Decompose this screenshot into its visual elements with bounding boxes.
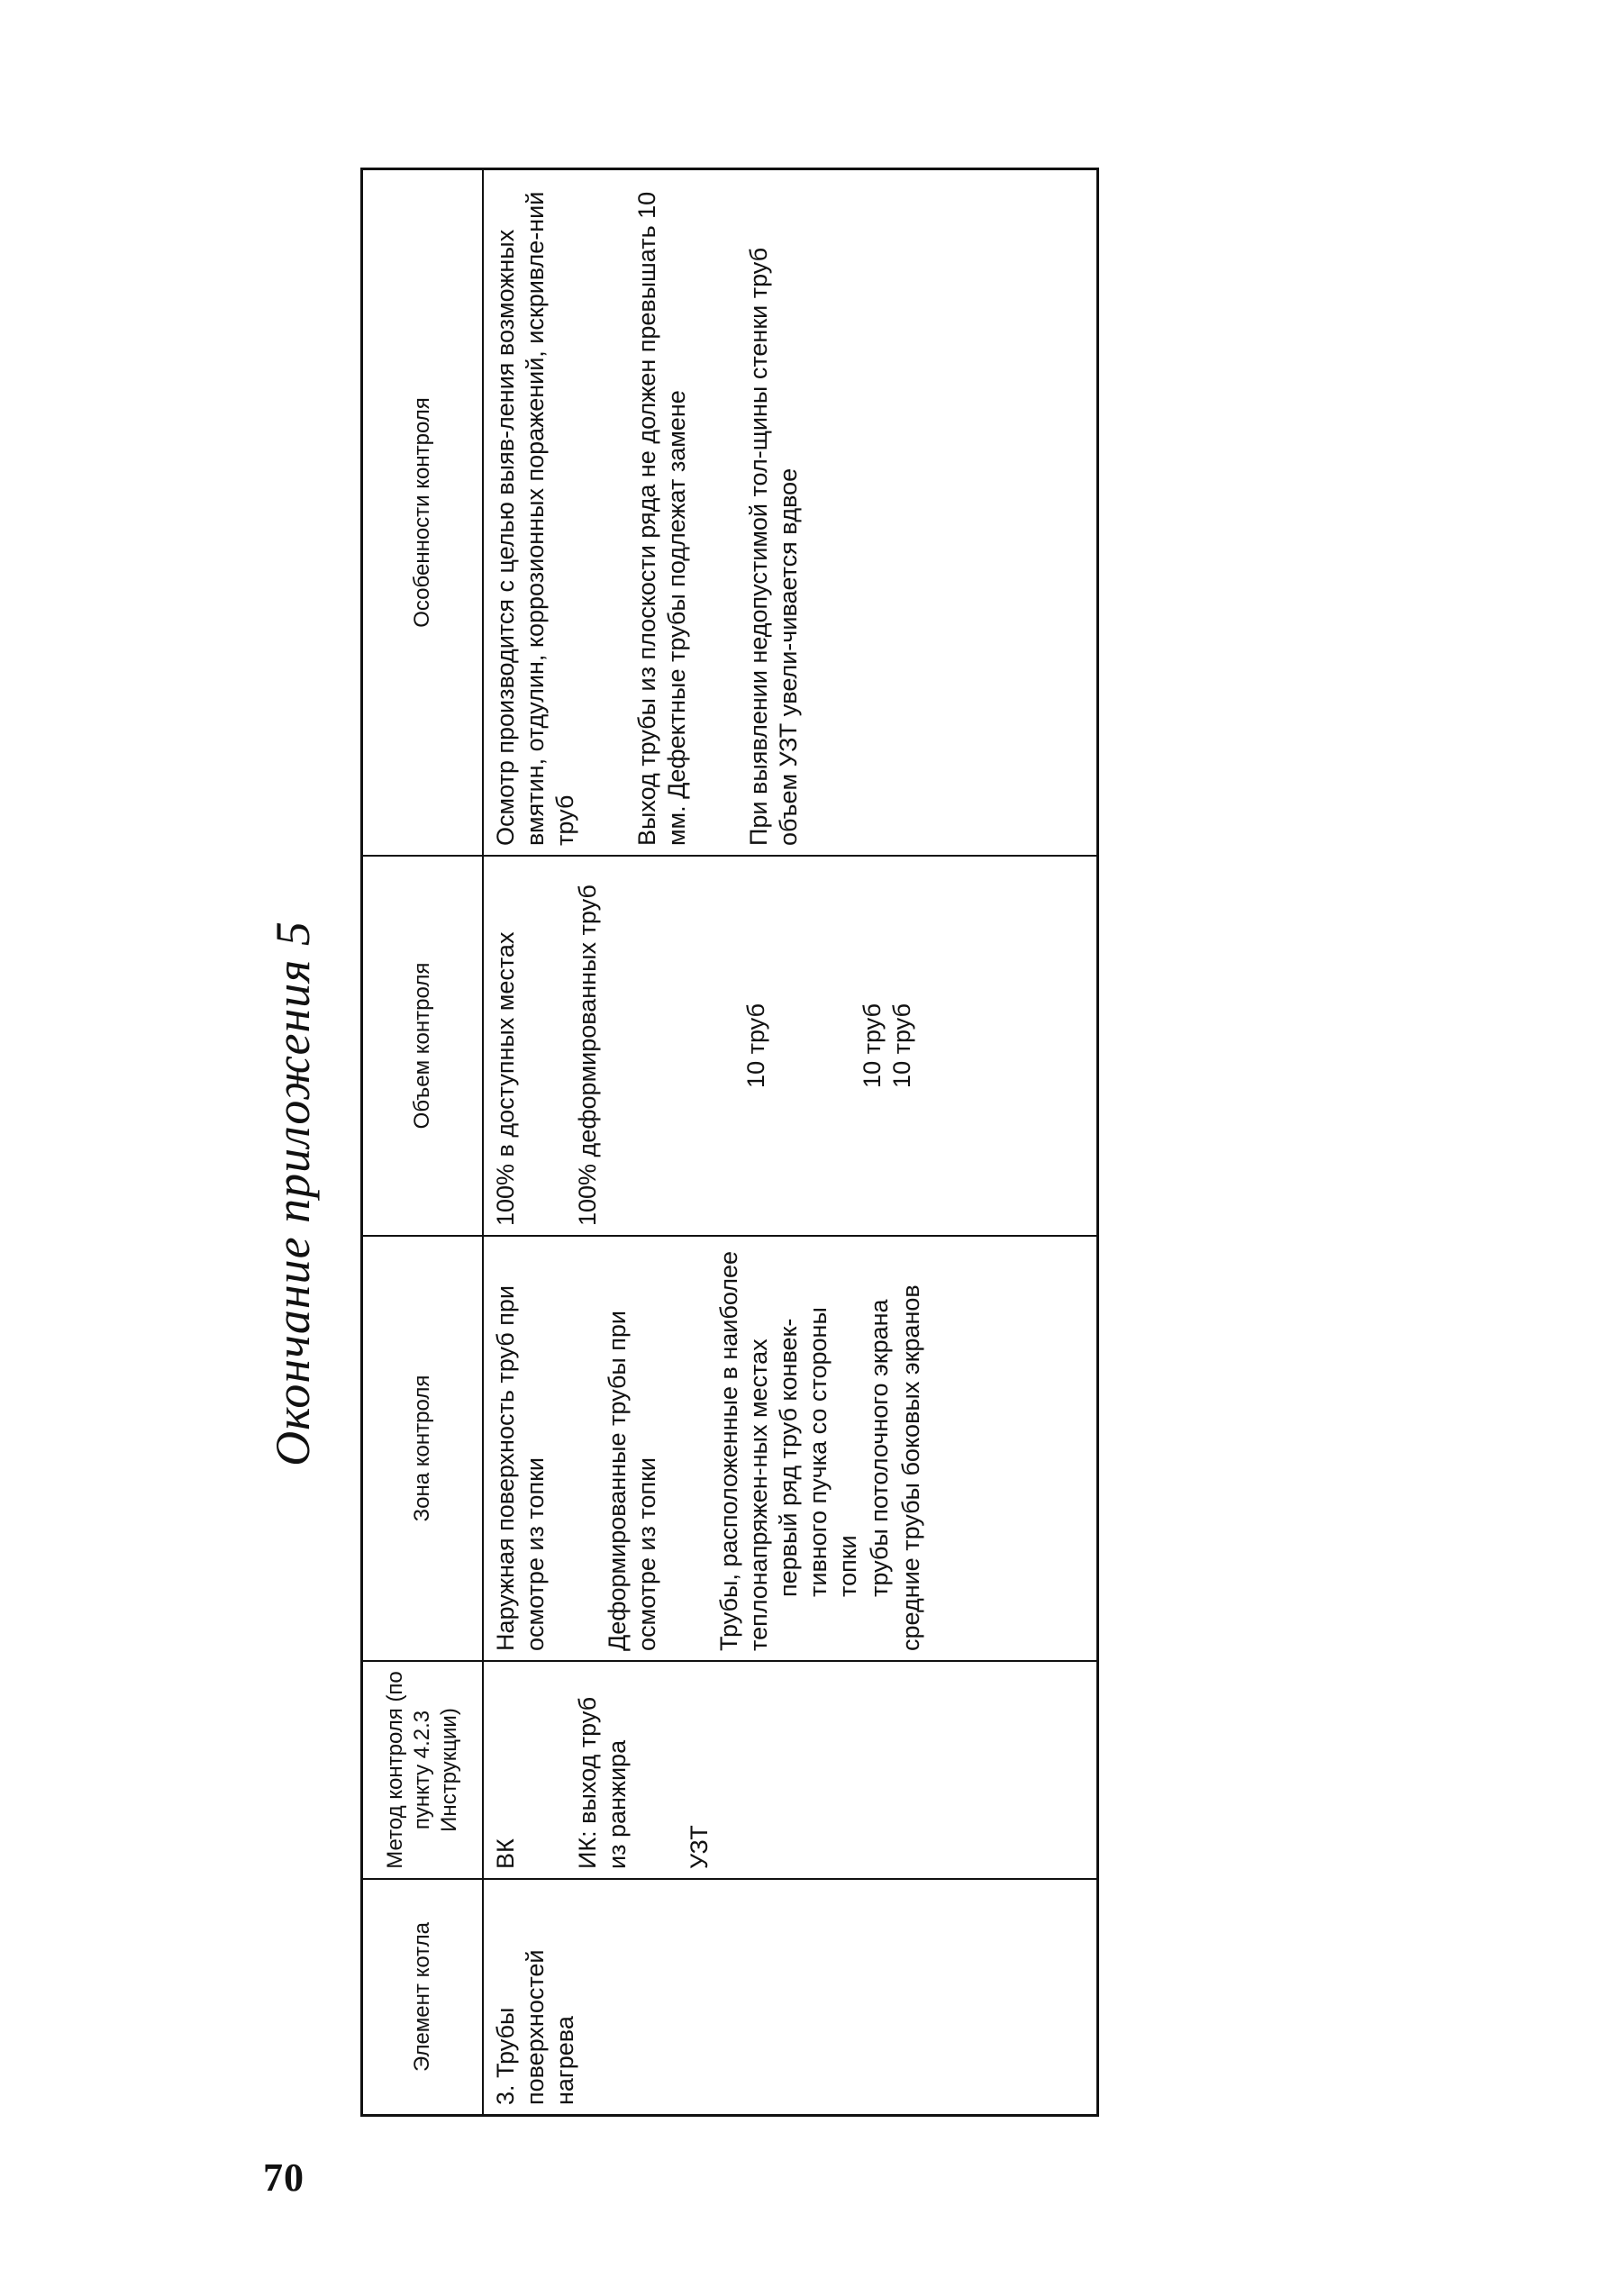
- cell-method: [483, 1661, 1098, 1879]
- zone-uzt-item: средние трубы боковых экранов: [897, 1284, 924, 1651]
- header-zone: Зона контроля: [362, 1236, 484, 1661]
- rotated-content: [243, 191, 1099, 2117]
- feature-vk: Осмотр производится с целью выяв-ления возможных вмятин, отдулин, коррозионных поражений, искривле-ний труб: [492, 191, 578, 846]
- inspection-table: [360, 168, 1099, 2117]
- zone-uzt-item: трубы потолочного экрана: [866, 1299, 893, 1597]
- volume-vk: 100% в доступных местах: [492, 931, 519, 1226]
- volume-uzt-item: 10 труб: [859, 1003, 886, 1088]
- feature-uzt: При выявлении недопустимой тол-щины стенки труб объем УЗТ увели-чивается вдвое: [745, 247, 802, 846]
- zone-ik: Деформированные трубы при осмотре из топки: [604, 1311, 660, 1651]
- zone-uzt-intro: Трубы, расположенные в наиболее теплонапряжен-ных местах: [715, 1250, 772, 1651]
- element-text: 3. Трубы поверхностей нагрева: [492, 1949, 578, 2105]
- volume-uzt-item: 10 труб: [742, 1003, 769, 1088]
- zone-uzt-item: первый ряд труб конвек-тивного пучка со стороны топки: [775, 1307, 861, 1597]
- method-vk: ВК: [492, 1838, 519, 1869]
- cell-element: [483, 1879, 1098, 2116]
- table-header-row: [362, 169, 484, 2116]
- table-row: [483, 169, 1098, 2116]
- table-caption: Окончание приложения 5: [266, 921, 320, 1466]
- header-features: Особенности контроля: [362, 169, 484, 857]
- method-ik: ИК: выход труб из ранжира: [574, 1696, 631, 1869]
- cell-features: [483, 169, 1098, 857]
- page-number: 70: [263, 2155, 305, 2200]
- cell-zone: [483, 1236, 1098, 1661]
- volume-uzt-item: 10 труб: [888, 1003, 915, 1088]
- header-element: Элемент котла: [362, 1879, 484, 2116]
- header-method: Метод контроля (по пункту 4.2.3 Инструкции): [362, 1661, 484, 1879]
- header-volume: Объем контроля: [362, 856, 484, 1236]
- zone-vk: Наружная поверхность труб при осмотре из топки: [492, 1285, 549, 1651]
- cell-volume: [483, 856, 1098, 1236]
- volume-ik: 100% деформированных труб: [574, 885, 601, 1226]
- method-uzt: УЗТ: [686, 1825, 713, 1869]
- feature-ik: Выход трубы из плоскости ряда не должен превышать 10 мм. Дефектные трубы подлежат замене: [633, 191, 690, 846]
